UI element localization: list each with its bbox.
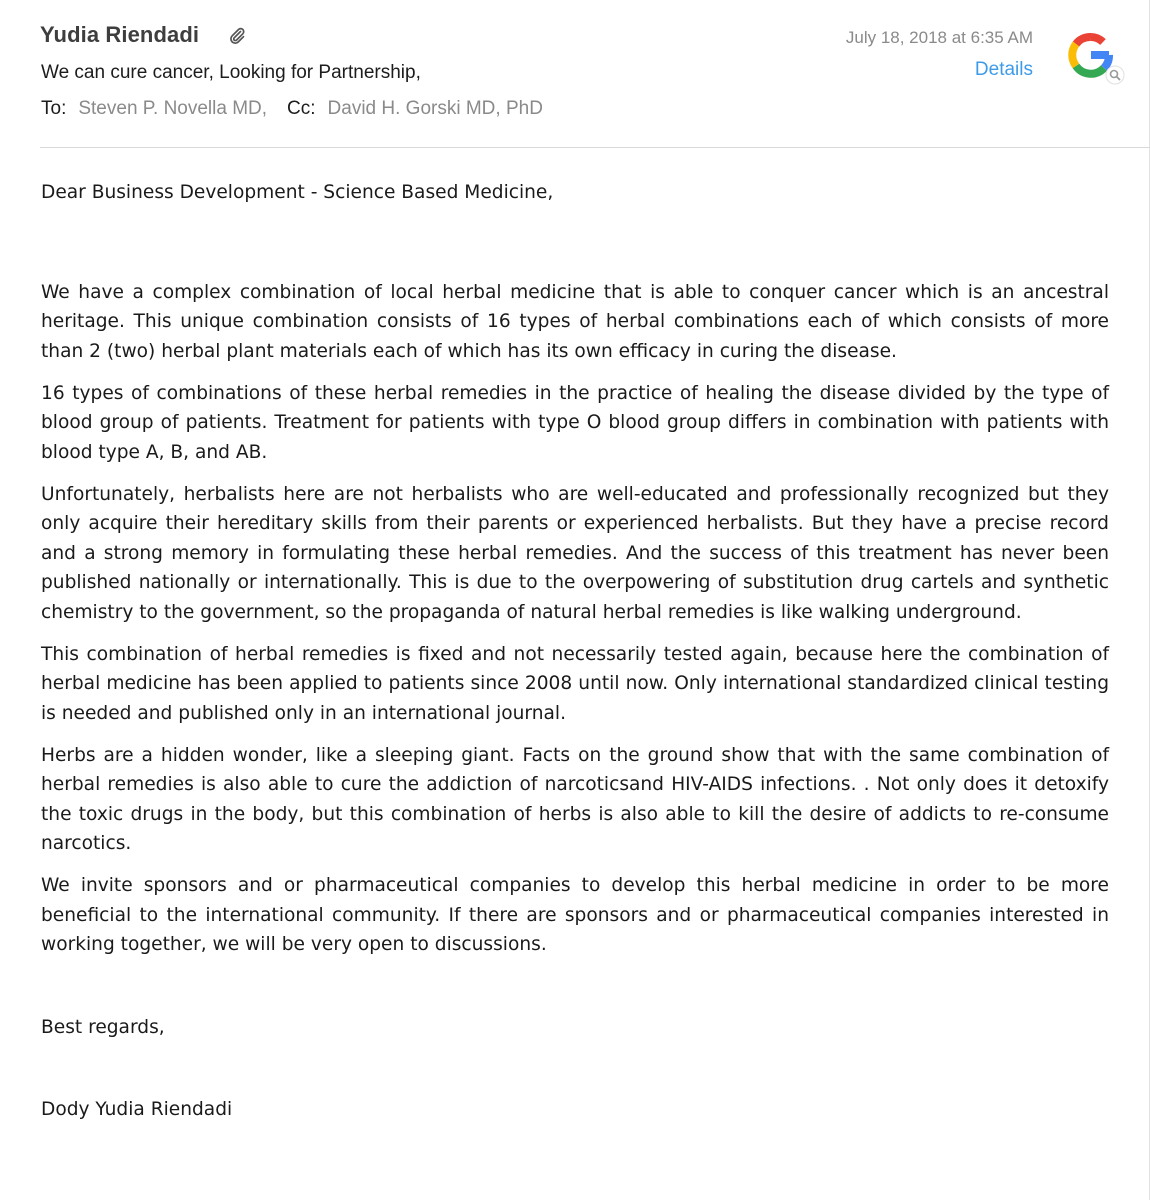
paragraph-3: Unfortunately, herbalists here are not herbalists who are well-educated and professionally recognized but they only acquire their hereditary skills from their parents or experienced herbalists. But they have a precise record and a strong memory in formulating these herbal remedies. And the success of this treatment has never been published nationally or internationally. This is due to the overpowering of substitution drug cartels and synthetic chemistry to the government, so the propaganda of natural herbal remedies is like walking underground. <box>41 483 1109 623</box>
details-link[interactable]: Details <box>974 59 1033 80</box>
paperclip-icon[interactable] <box>227 25 247 45</box>
cc-recipient[interactable]: David H. Gorski MD, PhD <box>327 98 543 119</box>
to-label: To: <box>41 98 67 119</box>
sender-name[interactable]: Yudia Riendadi <box>40 22 200 47</box>
paragraph-4: This combination of herbal remedies is fixed and not necessarily tested again, because here the combination of herbal medicine has been applied to patients since 2008 until now. Only international standardized clinical testing is needed and published only in an international journal. <box>41 643 1109 724</box>
paragraph-1: We have a complex combination of local herbal medicine that is able to conquer cancer which is an ancestral heritage. This unique combination consists of 16 types of herbal combinations each of which consists of more than 2 (two) herbal plant materials each of which has its own efficacy in curing the disease. <box>41 281 1109 362</box>
signature: Dody Yudia Riendadi <box>41 1099 233 1120</box>
to-recipient[interactable]: Steven P. Novella MD, <box>78 98 268 119</box>
closing: Best regards, <box>41 1016 165 1038</box>
paragraph-6: We invite sponsors and or pharmaceutical companies to develop this herbal medicine in order to be more beneficial to the international community. If there are sponsors and or pharmaceutical companies interested in working together, we will be very open to discussions. <box>41 875 1109 955</box>
paragraph-2: 16 types of combinations of these herbal remedies in the practice of healing the disease divided by the type of blood group of patients. Treatment for patients with type O blood group differs in combination with patients with blood type A, B, and AB. <box>41 382 1109 463</box>
cc-label: Cc: <box>287 98 316 119</box>
greeting: Dear Business Development - Science Based Medicine, <box>41 182 554 203</box>
google-logo-icon <box>1066 30 1126 86</box>
paragraph-5: Herbs are a hidden wonder, like a sleeping giant. Facts on the ground show that with the same combination of herbal remedies is also able to cure the addiction of narcoticsand HIV-AIDS infections. . Not only does it detoxify the toxic drugs in the body, but this combination of herbs is also able to kill the desire of addicts to re-consume narcotics. <box>41 744 1109 854</box>
sender-row <box>40 22 247 48</box>
recipients-row <box>41 98 543 120</box>
message-body <box>41 178 1109 1125</box>
header-divider <box>40 147 1150 148</box>
email-subject: We can cure cancer, Looking for Partnership, <box>41 62 421 83</box>
email-date: July 18, 2018 at 6:35 AM <box>845 28 1033 47</box>
